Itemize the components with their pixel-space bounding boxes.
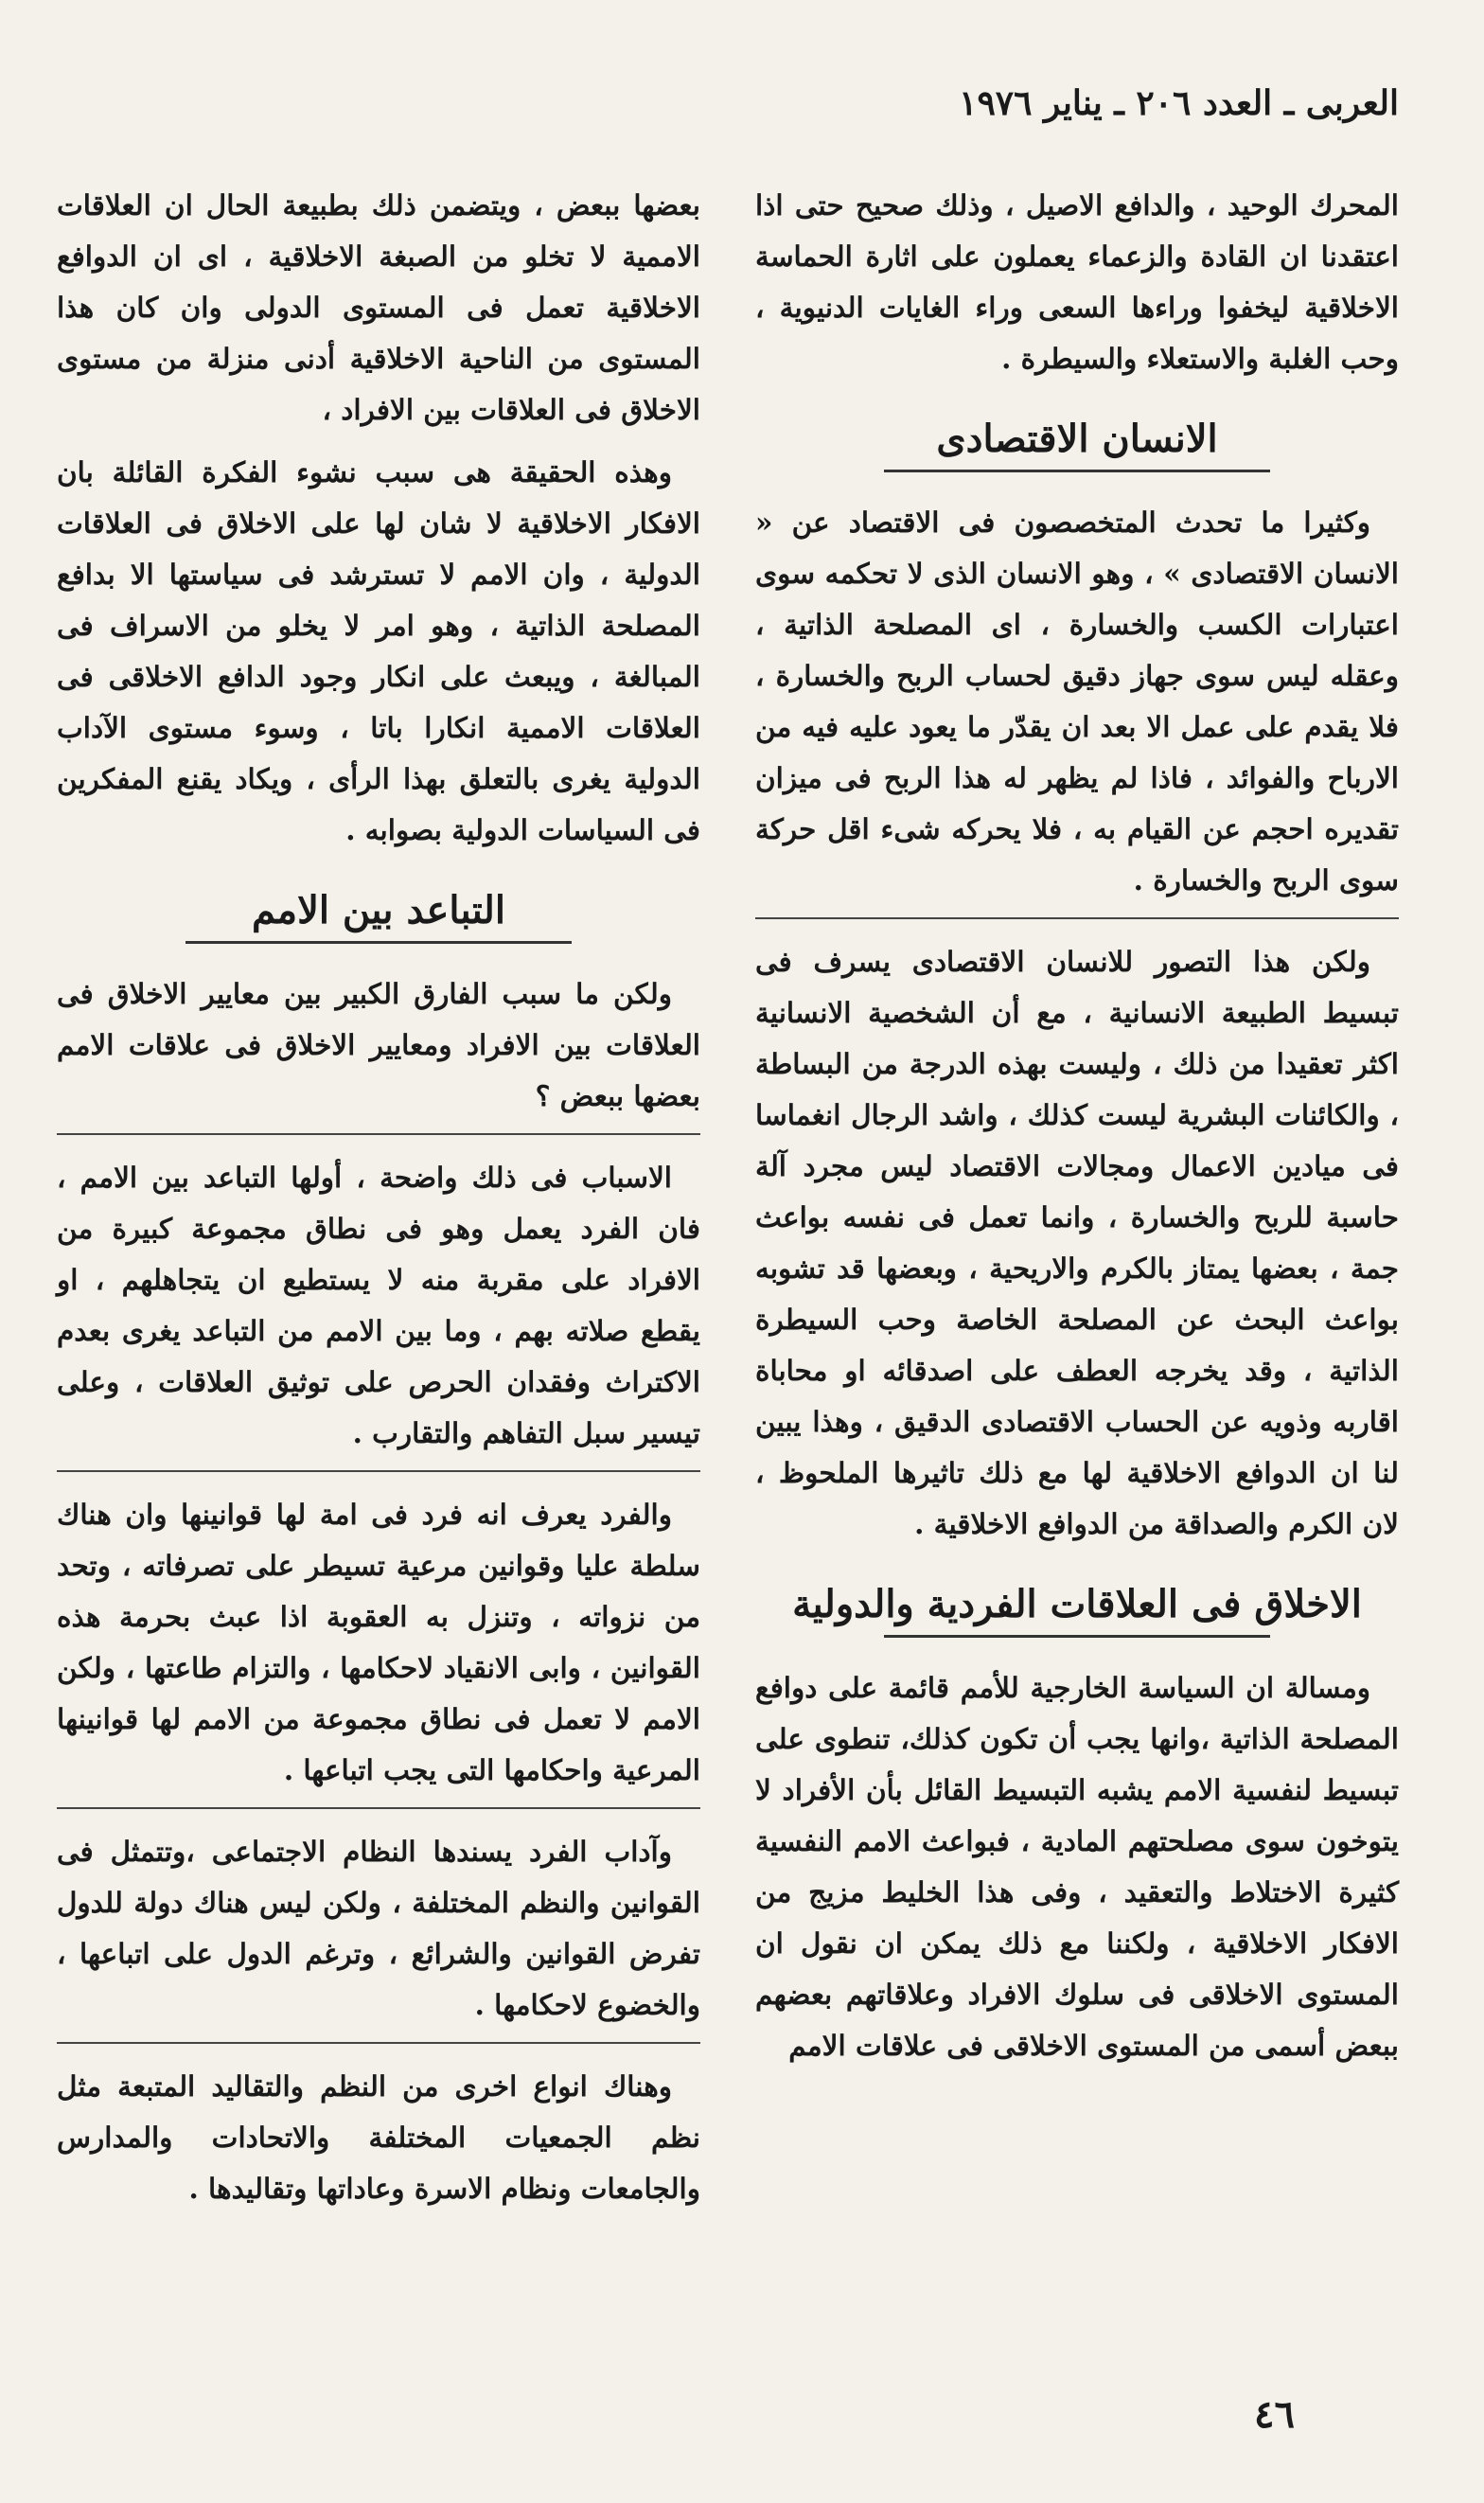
divider [57, 1133, 700, 1135]
paragraph: وهناك انواع اخرى من النظم والتقاليد المتبعة مثل نظم الجمعيات المختلفة والاتحادات والمدارس والجامعات ونظام الاسرة وعاداتها وتقاليدها . [57, 2069, 700, 2205]
right-column [755, 180, 1399, 2083]
section-title-distance-nations: التباعد بين الامم [57, 888, 700, 944]
paragraph: الاسباب فى ذلك واضحة ، أولها التباعد بين الامم ، فان الفرد يعمل وهو فى نطاق مجموعة كبيرة من الافراد على مقربة منه لا يستطيع ان يتجاهلهم ، او يقطع صلاته بهم ، وما بين الامم من التباعد يغرى بعدم الاكتراث وفقدان الحرص على توثيق العلاقات ، وعلى تيسير سبل التفاهم والتقارب . [57, 1161, 700, 1449]
paragraph: ولكن هذا التصور للانسان الاقتصادى يسرف فى تبسيط الطبيعة الانسانية ، مع أن الشخصية الانسانية اكثر تعقيدا من ذلك ، وليست بهذه الدرجة من البساطة ، والكائنات البشرية ليست كذلك ، واشد الرجال انغماسا فى ميادين الاعمال ومجالات الاقتصاد ليس مجرد آلة حاسبة للربح والخسارة ، وانما تعمل فى نفسه بواعث جمة ، بعضها يمتاز بالكرم والاريحية ، وبعضها قد تشوبه بواعث البحث عن المصلحة الخاصة وحب السيطرة الذاتية ، وقد يخرجه العطف على اصدقائه او محاباة اقاربه وذويه عن الحساب الاقتصادى الدقيق ، وهذا يبين لنا ان الدوافع الاخلاقية لها مع ذلك تاثيرها الملحوظ ، لان الكرم والصداقة من الدوافع الاخلاقية . [755, 945, 1399, 1540]
paragraph: وآداب الفرد يسندها النظام الاجتماعى ،وتتمثل فى القوانين والنظم المختلفة ، ولكن ليس هناك دولة للدول تفرض القوانين والشرائع ، وترغم الدول على اتباعها ، والخضوع لاحكامها . [57, 1835, 700, 2021]
running-header: العربى ـ العدد ٢٠٦ ـ يناير ١٩٧٦ [959, 83, 1399, 123]
divider [755, 917, 1399, 919]
paragraph: ومسالة ان السياسة الخارجية للأمم قائمة على دوافع المصلحة الذاتية ،وانها يجب أن تكون كذلك، تنطوى على تبسيط لنفسية الامم يشبه التبسيط القائل بأن الأفراد لا يتوخون سوى مصلحتهم المادية ، فبواعث الامم النفسية كثيرة الاختلاط والتعقيد ، وفى هذا الخليط مزيج من الافكار الاخلاقية ، ولكننا مع ذلك يمكن ان نقول ان المستوى الاخلاقى فى سلوك الافراد وعلاقاتهم بعضهم ببعض أسمى من المستوى الاخلاقى فى علاقات الامم [755, 1671, 1399, 2062]
divider [57, 1470, 700, 1472]
section-title-ethics-relations: الاخلاق فى العلاقات الفردية والدولية [755, 1582, 1399, 1638]
paragraph: والفرد يعرف انه فرد فى امة لها قوانينها وان هناك سلطة عليا وقوانين مرعية تسيطر على تصرفاته ، وتحد من نزواته ، وتنزل به العقوبة اذا عبث بحرمة هذه القوانين ، وابى الانقياد لاحكامها ، والتزام طاعتها ، ولكن الامم لا تعمل فى نطاق مجموعة من الامم لها قوانينها المرعية واحكامها التى يجب اتباعها . [57, 1498, 700, 1786]
paragraph: ولكن ما سبب الفارق الكبير بين معايير الاخلاق فى العلاقات بين الافراد ومعايير الاخلاق فى علاقات الامم بعضها ببعض ؟ [57, 977, 700, 1112]
page-number: ٤٦ [1254, 2392, 1295, 2437]
paragraph: وكثيرا ما تحدث المتخصصون فى الاقتصاد عن « الانسان الاقتصادى » ، وهو الانسان الذى لا تحكمه سوى اعتبارات الكسب والخسارة ، اى المصلحة الذاتية ، وعقله ليس سوى جهاز دقيق لحساب الربح والخسارة ، فلا يقدم على عمل الا بعد ان يقدّر ما يعود عليه فيه من الارباح والفوائد ، فاذا لم يظهر له هذا الربح فى ميزان تقديره احجم عن القيام به ، فلا يحركه شىء اقل حركة سوى الربح والخسارة . [755, 506, 1399, 896]
divider [57, 1807, 700, 1809]
left-column [57, 180, 700, 2226]
divider [57, 2042, 700, 2044]
paragraph-intro: المحرك الوحيد ، والدافع الاصيل ، وذلك صحيح حتى اذا اعتقدنا ان القادة والزعماء يعملون على اثارة الحماسة الاخلاقية ليخفوا وراءها السعى وراء الغايات الدنيوية ، وحب الغلبة والاستعلاء والسيطرة . [755, 188, 1399, 375]
paragraph: وهذه الحقيقة هى سبب نشوء الفكرة القائلة بان الافكار الاخلاقية لا شان لها على الاخلاق فى العلاقات الدولية ، وان الامم لا تسترشد فى سياستها الا بدافع المصلحة الذاتية ، وهو امر لا يخلو من الاسراف فى المبالغة ، ويبعث على انكار وجود الدافع الاخلاقى فى العلاقات الاممية انكارا باتا ، وسوء مستوى الآداب الدولية يغرى بالتعلق بهذا الرأى ، ويكاد يقنع المفكرين فى السياسات الدولية بصوابه . [57, 455, 700, 846]
section-title-economic-man: الانسان الاقتصادى [755, 417, 1399, 472]
paragraph: بعضها ببعض ، ويتضمن ذلك بطبيعة الحال ان العلاقات الاممية لا تخلو من الصبغة الاخلاقية ، اى ان الدوافع الاخلاقية تعمل فى المستوى الدولى وان كان هذا المستوى من الناحية الاخلاقية أدنى منزلة من مستوى الاخلاق فى العلاقات بين الافراد ، [57, 188, 700, 426]
